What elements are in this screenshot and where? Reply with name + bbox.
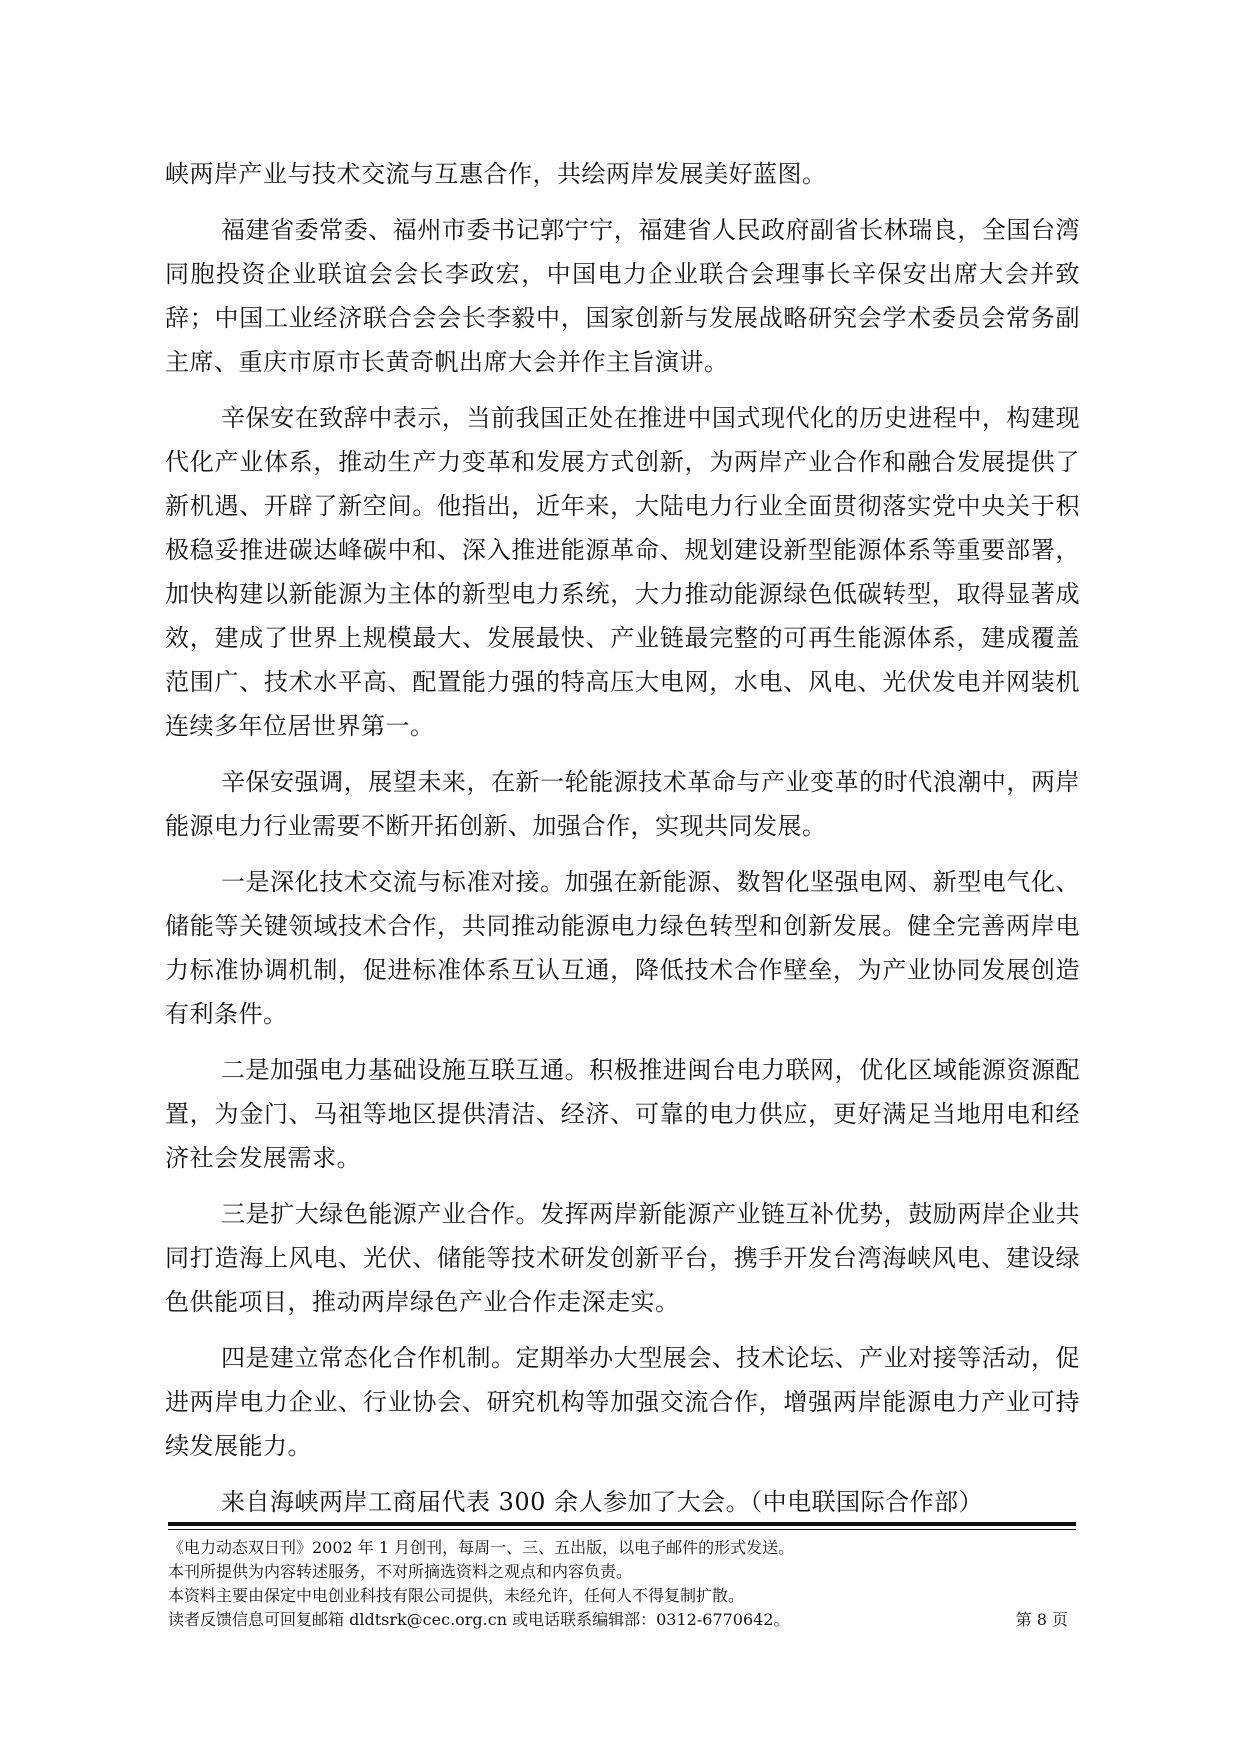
footer-rule-thick bbox=[168, 1522, 1076, 1526]
paragraph-speech: 辛保安在致辞中表示，当前我国正处在推进中国式现代化的历史进程中，构建现代化产业体系，推动生产力变革和发展方式创新，为两岸产业合作和融合发展提供了新机遇、开辟了新空间。他指出，近年来，大陆电力行业全面贯彻落实党中央关于积极稳妥推进碳达峰碳中和、深入推进能源革命、规划建设新型能源体系等重要部署，加快构建以新能源为主体的新型电力系统，大力推动能源绿色低碳转型，取得显著成效，建成了世界上规模最大、发展最快、产业链最完整的可再生能源体系，建成覆盖范围广、技术水平高、配置能力强的特高压大电网，水电、风电、光伏发电并网装机连续多年位居世界第一。 bbox=[165, 404, 1080, 740]
footer-publication-info: 《电力动态双日刊》2002 年 1 月创刊，每周一、三、五出版，以电子邮件的形式发送。 bbox=[168, 1538, 795, 1557]
footer-copyright: 本资料主要由保定中电创业科技有限公司提供，未经允许，任何人不得复制扩散。 bbox=[168, 1586, 745, 1605]
paragraph-closing: 来自海峡两岸工商届代表 300 余人参加了大会。（中电联国际合作部） bbox=[221, 1488, 984, 1516]
footer-disclaimer: 本刊所提供为内容转述服务，不对所摘选资料之观点和内容负责。 bbox=[168, 1562, 633, 1581]
page-number: 第 8 页 bbox=[1015, 1610, 1068, 1629]
paragraph-point-two: 二是加强电力基础设施互联互通。积极推进闽台电力联网，优化区域能源资源配置，为金门、马祖等地区提供清洁、经济、可靠的电力供应，更好满足当地用电和经济社会发展需求。 bbox=[165, 1056, 1080, 1172]
paragraph-attendees: 福建省委常委、福州市委书记郭宁宁，福建省人民政府副省长林瑞良，全国台湾同胞投资企业联谊会会长李政宏，中国电力企业联合会理事长辛保安出席大会并致辞；中国工业经济联合会会长李毅中，国家创新与发展战略研究会学术委员会常务副主席、重庆市原市长黄奇帆出席大会并作主旨演讲。 bbox=[165, 216, 1080, 376]
paragraph-point-three: 三是扩大绿色能源产业合作。发挥两岸新能源产业链互补优势，鼓励两岸企业共同打造海上风电、光伏、储能等技术研发创新平台，携手开发台湾海峡风电、建设绿色供能项目，推动两岸绿色产业合作走深走实。 bbox=[165, 1200, 1080, 1316]
paragraph-outlook: 辛保安强调，展望未来，在新一轮能源技术革命与产业变革的时代浪潮中，两岸能源电力行业需要不断开拓创新、加强合作，实现共同发展。 bbox=[165, 768, 1080, 840]
footer-contact: 读者反馈信息可回复邮箱 dldtsrk@cec.org.cn 或电话联系编辑部：0312-6770642。 bbox=[168, 1610, 790, 1629]
paragraph-point-one: 一是深化技术交流与标准对接。加强在新能源、数智化坚强电网、新型电气化、储能等关键领域技术合作，共同推动能源电力绿色转型和创新发展。健全完善两岸电力标准协调机制，促进标准体系互认互通，降低技术合作壁垒，为产业协同发展创造有利条件。 bbox=[165, 868, 1080, 1028]
paragraph-continuation: 峡两岸产业与技术交流与互惠合作，共绘两岸发展美好蓝图。 bbox=[165, 160, 827, 188]
paragraph-point-four: 四是建立常态化合作机制。定期举办大型展会、技术论坛、产业对接等活动，促进两岸电力企业、行业协会、研究机构等加强交流合作，增强两岸能源电力产业可持续发展能力。 bbox=[165, 1344, 1080, 1460]
footer-notes bbox=[168, 1536, 1076, 1632]
footer-contact-row bbox=[168, 1608, 1076, 1632]
footer-rule-thin bbox=[168, 1529, 1076, 1530]
page-footer bbox=[168, 1522, 1076, 1632]
article-body bbox=[165, 152, 1080, 1536]
